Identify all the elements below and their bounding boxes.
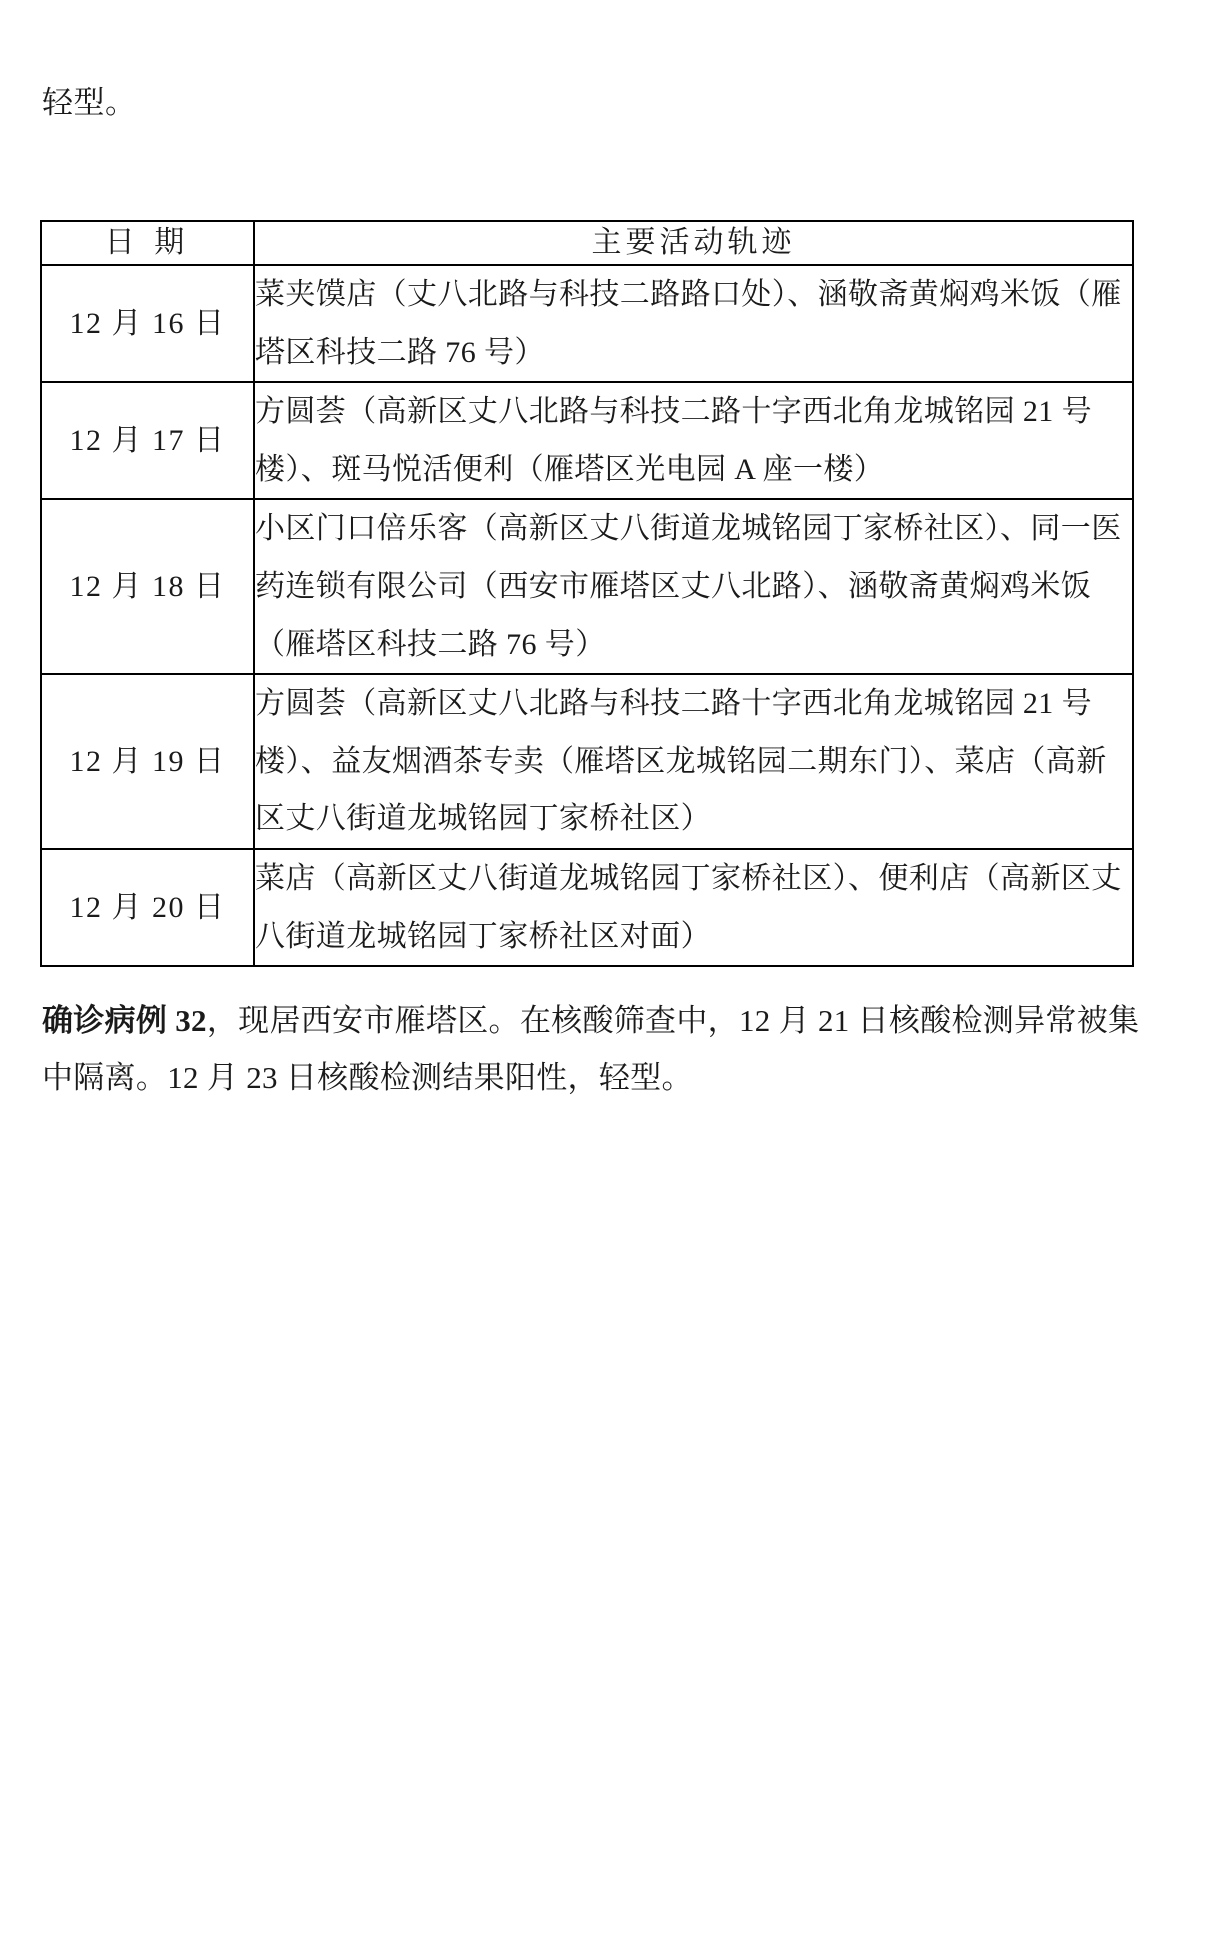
vertical-spacer (40, 158, 1170, 220)
table-header-row (41, 221, 1133, 265)
table-row (41, 674, 1133, 849)
document-page (0, 31, 1210, 1938)
activity-track-table (40, 220, 1134, 967)
cell-date: 12 月 16 日 (41, 265, 254, 382)
cell-date: 12 月 18 日 (41, 499, 254, 674)
table-row (41, 849, 1133, 966)
cell-track: 方圆荟（高新区丈八北路与科技二路十字西北角龙城铭园 21 号楼）、斑马悦活便利（雁塔区光电园 A 座一楼） (254, 382, 1133, 499)
cell-date: 12 月 19 日 (41, 674, 254, 849)
column-header-track: 主要活动轨迹 (254, 221, 1133, 265)
cell-date: 12 月 20 日 (41, 849, 254, 966)
table-row (41, 382, 1133, 499)
column-header-date: 日 期 (41, 221, 254, 265)
tail-paragraph (40, 993, 1170, 1106)
cell-date: 12 月 17 日 (41, 382, 254, 499)
cell-track: 小区门口倍乐客（高新区丈八街道龙城铭园丁家桥社区）、同一医药连锁有限公司（西安市雁塔区丈八北路）、涵敬斋黄焖鸡米饭（雁塔区科技二路 76 号） (254, 499, 1133, 674)
case-description-text: ，现居西安市雁塔区。在核酸筛查中，12 月 21 日核酸检测异常被集中隔离。12 月 23 日核酸检测结果阳性，轻型。 (42, 1003, 1140, 1095)
table-row (41, 499, 1133, 674)
table-row (41, 265, 1133, 382)
lead-paragraph: 轻型。 (42, 85, 137, 120)
cell-track: 方圆荟（高新区丈八北路与科技二路十字西北角龙城铭园 21 号楼）、益友烟酒茶专卖（雁塔区龙城铭园二期东门）、菜店（高新区丈八街道龙城铭园丁家桥社区） (254, 674, 1133, 849)
cell-track: 菜夹馍店（丈八北路与科技二路路口处）、涵敬斋黄焖鸡米饭（雁塔区科技二路 76 号） (254, 265, 1133, 382)
case-number-label: 确诊病例 32 (42, 1003, 207, 1039)
cell-track: 菜店（高新区丈八街道龙城铭园丁家桥社区）、便利店（高新区丈八街道龙城铭园丁家桥社区对面） (254, 849, 1133, 966)
